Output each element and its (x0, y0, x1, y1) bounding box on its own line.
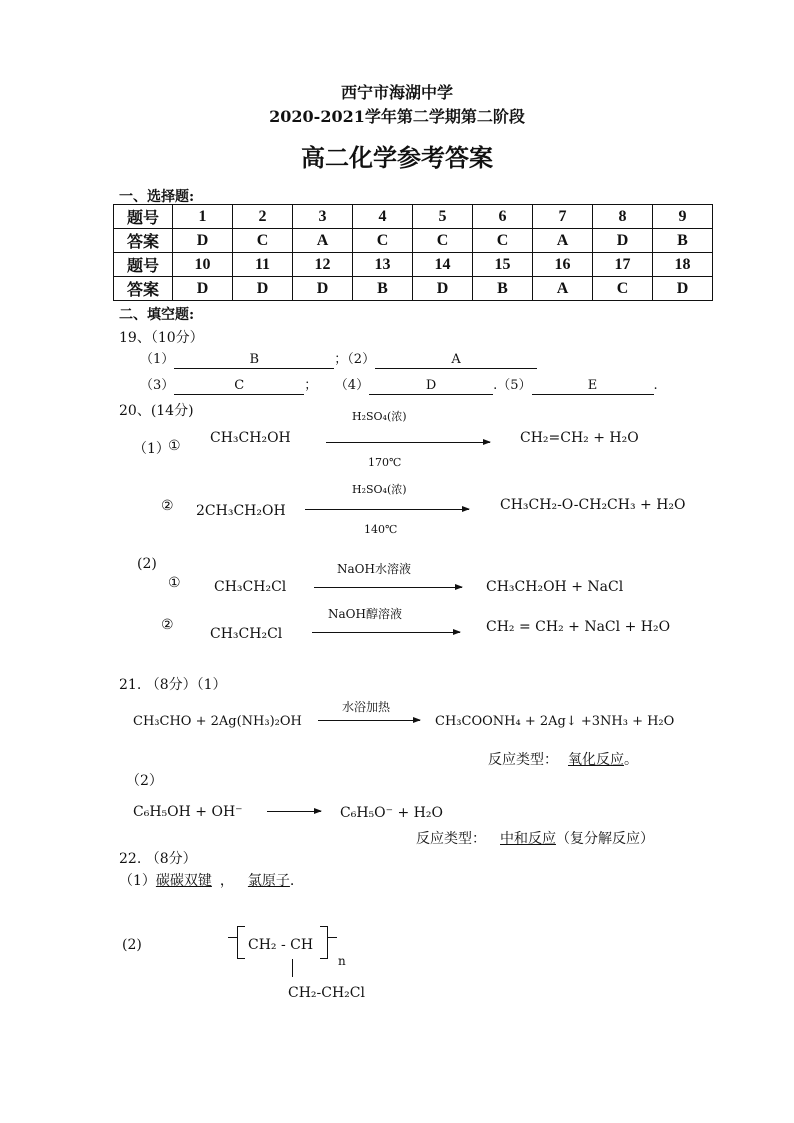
reaction-arrow (318, 720, 420, 721)
separator: ； (304, 378, 318, 393)
bracket-right (320, 958, 328, 959)
reaction-type-label: 反应类型： (416, 831, 486, 847)
reaction-arrow (326, 442, 490, 443)
q22-answer-1: 碳碳双键 (155, 873, 212, 889)
q21-type1 (488, 749, 638, 769)
row-label: 题号 (114, 253, 173, 277)
q19-part-5: （5） (497, 378, 532, 393)
q20-r1-cond-bottom: 170℃ (368, 456, 402, 469)
table-cell: D (173, 277, 233, 301)
q19-answer-1: B (174, 351, 334, 369)
answer-table (113, 204, 713, 301)
table-cell: D (173, 229, 233, 253)
q19-answer-5: E (532, 377, 654, 395)
q22-part-1: （1） (119, 873, 156, 889)
table-cell: D (653, 277, 713, 301)
table-cell: 15 (473, 253, 533, 277)
table-cell: A (533, 229, 593, 253)
q20-r4-right: CH₂ = CH₂ + NaCl + H₂O (486, 619, 671, 635)
table-cell: 4 (353, 205, 413, 229)
table-cell: 12 (293, 253, 353, 277)
q19-line2 (140, 374, 658, 395)
row-label: 答案 (114, 229, 173, 253)
table-cell: A (293, 229, 353, 253)
table-cell: 18 (653, 253, 713, 277)
reaction-type-answer: 中和反应 (500, 831, 556, 847)
table-cell: 16 (533, 253, 593, 277)
table-cell: 11 (233, 253, 293, 277)
q19-answer-2: A (375, 351, 537, 369)
page-title: 高二化学参考答案 (301, 143, 493, 172)
table-row (114, 205, 713, 229)
table-cell: 6 (473, 205, 533, 229)
q20-part-1: （1） (133, 441, 170, 457)
q20-r4-cond-top: NaOH醇溶液 (328, 607, 402, 621)
section2-heading: 二、填空题: (119, 307, 195, 323)
polymer-side-chain: CH₂-CH₂Cl (288, 985, 365, 1001)
table-row (114, 229, 713, 253)
q20-r3-left: CH₃CH₂Cl (214, 579, 287, 595)
q20-r1-right: CH₂=CH₂ + H₂O (520, 430, 639, 446)
q21-r2-right: C₆H₅O⁻ + H₂O (340, 805, 443, 821)
polymer-backbone: CH₂ - CH (248, 937, 314, 953)
reaction-arrow (267, 811, 321, 812)
bond-line (327, 937, 337, 938)
bracket-left (237, 926, 245, 927)
bracket-left (237, 926, 238, 959)
q20-r2-left: 2CH₃CH₂OH (196, 503, 286, 519)
row-label: 题号 (114, 205, 173, 229)
q20-r3-right: CH₃CH₂OH + NaCl (486, 579, 624, 595)
table-cell: B (653, 229, 713, 253)
q19-part-2: （2） (347, 352, 376, 367)
q22-line1 (119, 870, 294, 890)
q19-part-1: （1） (140, 352, 175, 367)
q21-heading: 21. （8分）（1） (119, 677, 227, 693)
section1-heading: 一、选择题: (119, 189, 195, 205)
reaction-type-label: 反应类型： (488, 752, 558, 768)
q20-num-1: ① (168, 438, 181, 454)
q22-heading: 22. （8分） (119, 851, 197, 867)
q20-r4-left: CH₃CH₂Cl (210, 626, 283, 642)
period: . (289, 873, 295, 889)
table-cell: 7 (533, 205, 593, 229)
bracket-left (237, 958, 245, 959)
table-cell: A (533, 277, 593, 301)
table-cell: 9 (653, 205, 713, 229)
bond-line (292, 959, 293, 977)
polymer-n: n (338, 954, 346, 968)
q21-part-2: （2） (126, 773, 163, 789)
q20-num-4: ② (161, 617, 174, 633)
q21-r1-left: CH₃CHO + 2Ag(NH₃)₂OH (133, 714, 302, 729)
school-name: 西宁市海湖中学 (340, 83, 453, 102)
separator: ； (334, 352, 348, 367)
reaction-type-answer: 氧化反应 (568, 752, 624, 768)
q20-r2-right: CH₃CH₂-O-CH₂CH₃ + H₂O (500, 497, 686, 513)
q20-r1-left: CH₃CH₂OH (210, 430, 291, 446)
q20-num-2: ② (161, 498, 174, 514)
table-cell: 8 (593, 205, 653, 229)
table-cell: D (233, 277, 293, 301)
q19-heading: 19、（10分） (119, 330, 204, 346)
table-cell: 5 (413, 205, 473, 229)
table-cell: 10 (173, 253, 233, 277)
q21-r1-right: CH₃COONH₄ + 2Ag↓ +3NH₃ + H₂O (435, 714, 675, 729)
q20-num-3: ① (168, 575, 181, 591)
table-cell: B (473, 277, 533, 301)
reaction-arrow (314, 587, 462, 588)
reaction-arrow (312, 632, 460, 633)
q21-r2-left: C₆H₅OH + OH⁻ (133, 804, 243, 820)
term-title: 2020-2021学年第二学期第二阶段 (269, 107, 525, 126)
separator: . (653, 378, 658, 393)
table-row (114, 277, 713, 301)
q19-part-3: （3） (140, 378, 175, 393)
table-cell: 2 (233, 205, 293, 229)
separator: ， (219, 873, 234, 889)
q19-part-4: （4） (341, 378, 370, 393)
bracket-right (327, 926, 328, 959)
table-cell: D (593, 229, 653, 253)
q21-r1-cond-top: 水浴加热 (342, 700, 391, 714)
table-cell: 1 (173, 205, 233, 229)
q22-answer-2: 氯原子 (247, 873, 290, 889)
q19-answer-3: C (174, 377, 304, 395)
q20-r2-cond-bottom: 140℃ (364, 523, 398, 536)
table-cell: C (233, 229, 293, 253)
q22-part-2: (2) (122, 937, 142, 953)
table-cell: 14 (413, 253, 473, 277)
table-cell: C (473, 229, 533, 253)
separator: . (493, 378, 498, 393)
q21-type2 (416, 828, 654, 848)
table-row (114, 253, 713, 277)
q19-line1 (140, 348, 537, 369)
table-cell: D (413, 277, 473, 301)
reaction-type-note: （复分解反应） (556, 831, 654, 847)
q20-part-2: (2) (137, 556, 157, 572)
q20-r2-cond-top: H₂SO₄(浓) (352, 483, 407, 496)
table-cell: D (293, 277, 353, 301)
q19-answer-4: D (369, 377, 493, 395)
q20-r3-cond-top: NaOH水溶液 (337, 562, 411, 576)
table-cell: 13 (353, 253, 413, 277)
table-cell: C (353, 229, 413, 253)
table-cell: C (593, 277, 653, 301)
q20-r1-cond-top: H₂SO₄(浓) (352, 410, 407, 423)
q20-heading: 20、(14分) (119, 403, 194, 419)
bracket-right (320, 926, 328, 927)
reaction-arrow (305, 509, 469, 510)
table-cell: B (353, 277, 413, 301)
table-cell: 3 (293, 205, 353, 229)
table-cell: C (413, 229, 473, 253)
period: 。 (624, 752, 638, 768)
table-cell: 17 (593, 253, 653, 277)
row-label: 答案 (114, 277, 173, 301)
